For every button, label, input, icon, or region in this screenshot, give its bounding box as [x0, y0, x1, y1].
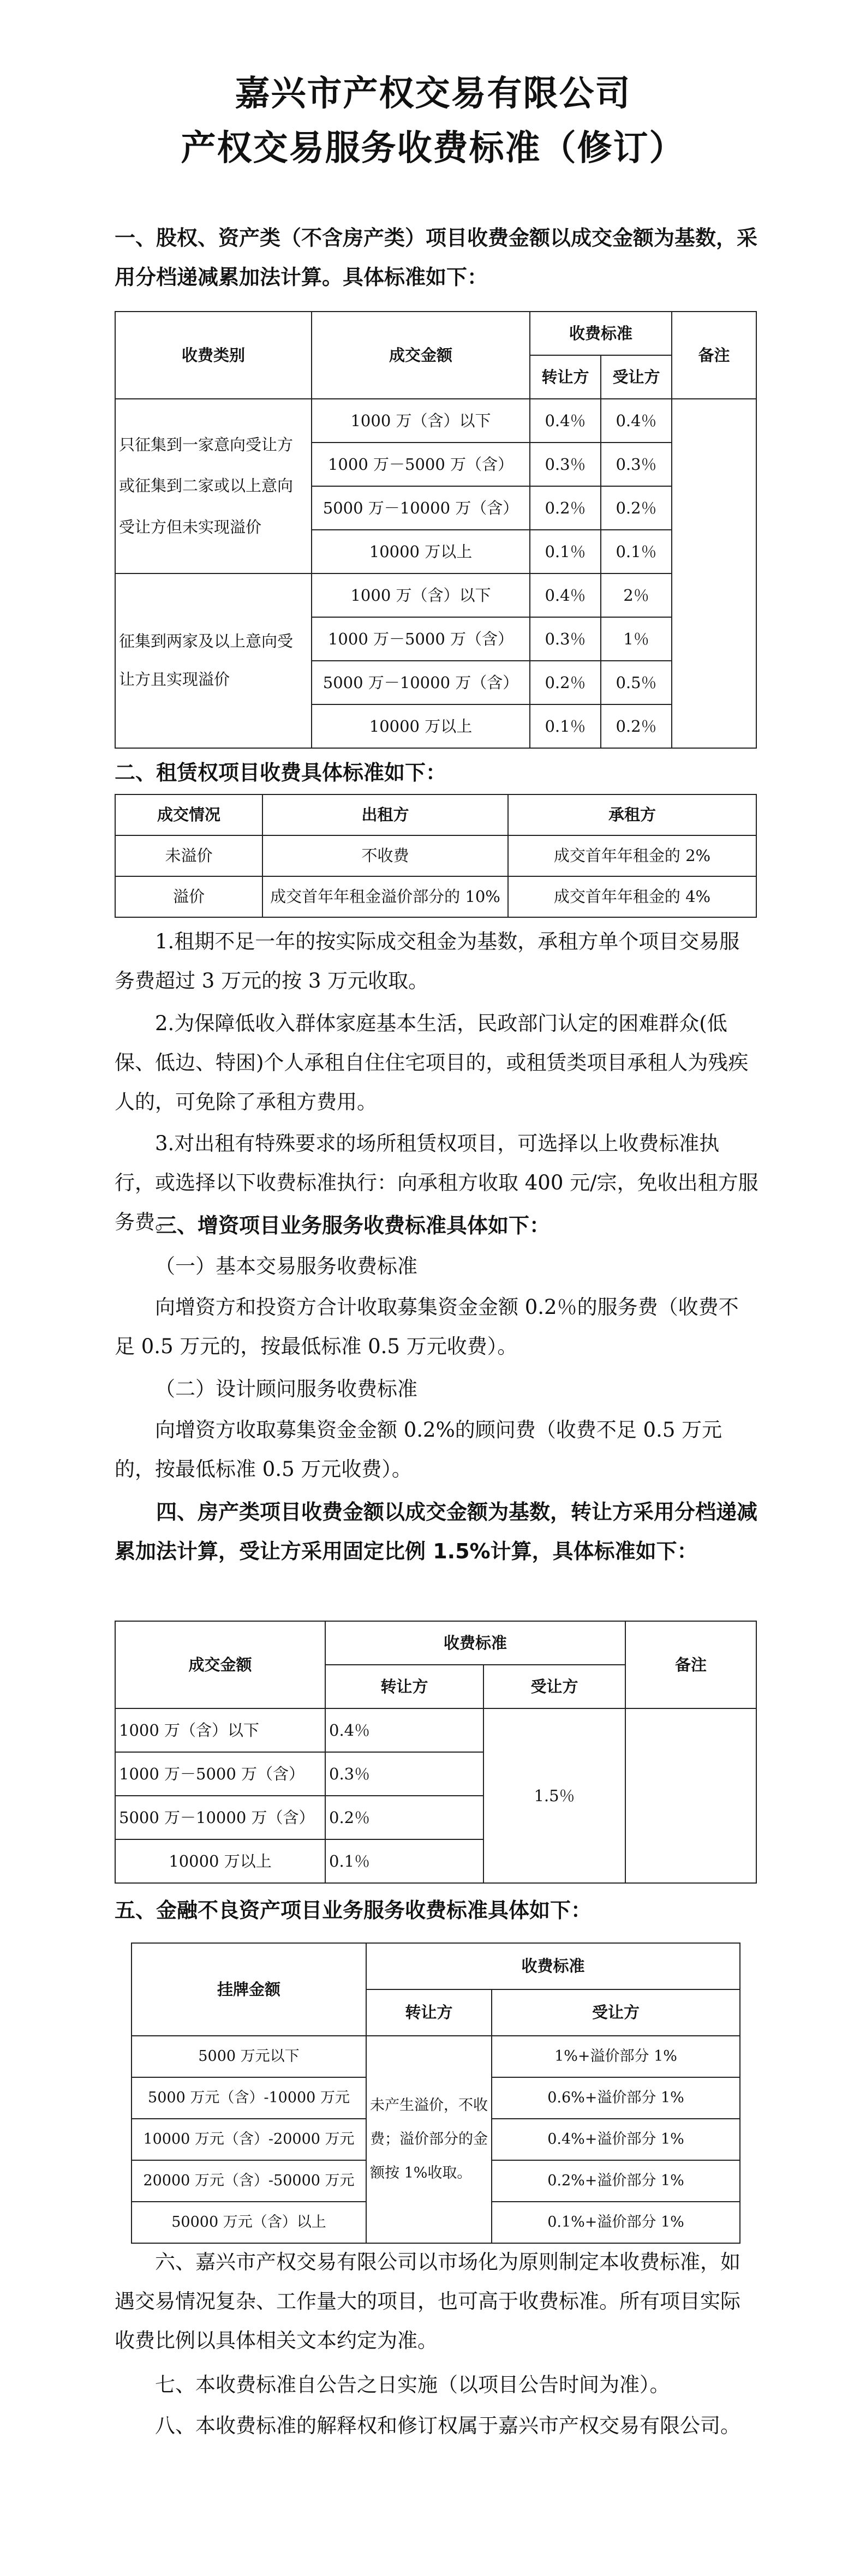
- header-category: 收费类别: [115, 312, 312, 399]
- equity-fee-table: [115, 311, 757, 749]
- transferor-rate: 0.4％: [530, 573, 601, 617]
- transferee-rate: 0.4％: [601, 399, 672, 443]
- transferor-rate: 0.2％: [530, 661, 601, 704]
- group-1-label: 只征集到一家意向受让方或征集到二家或以上意向受让方但未实现溢价: [115, 399, 312, 573]
- amount-cell: 1000 万（含）以下: [312, 399, 530, 443]
- header-listing: 挂牌金额: [132, 1943, 366, 2036]
- deal-cell: 未溢价: [115, 835, 262, 876]
- header-lessee: 承租方: [508, 794, 756, 835]
- transferee-rate: 0.1%+溢价部分 1%: [492, 2202, 740, 2243]
- amount-cell: 1000 万－5000 万（含）: [312, 617, 530, 661]
- amount-cell: 10000 万以上: [312, 530, 530, 573]
- section-4-heading: 四、房产类项目收费金额以成交金额为基数，转让方采用分档递减累加法计算，受让方采用固定比例 1.5%计算，具体标准如下：: [115, 1500, 758, 1563]
- npl-fee-table: [131, 1943, 740, 2244]
- header-deal: 成交情况: [115, 794, 262, 835]
- section-5-heading: 五、金融不良资产项目业务服务收费标准具体如下：: [115, 1898, 592, 1922]
- header-transferor: 转让方: [366, 1989, 492, 2036]
- header-standard: 收费标准: [530, 312, 672, 355]
- transferor-rate: 0.1％: [530, 530, 601, 573]
- lessor-cell: 不收费: [262, 835, 508, 876]
- amount-cell: 1000 万（含）以下: [312, 573, 530, 617]
- header-note: 备注: [672, 312, 756, 399]
- property-fee-table: [115, 1621, 757, 1884]
- transferor-text: 未产生溢价，不收费；溢价部分的金额按 1%收取。: [366, 2036, 492, 2243]
- transferor-rate: 0.3％: [325, 1752, 483, 1796]
- lessee-cell: 成交首年年租金的 4%: [508, 876, 756, 917]
- listing-amount: 5000 万元以下: [132, 2036, 366, 2077]
- listing-amount: 5000 万元（含）-10000 万元: [132, 2077, 366, 2119]
- header-note: 备注: [625, 1621, 756, 1708]
- title-line-1: 嘉兴市产权交易有限公司: [235, 74, 631, 114]
- section-1-heading: 一、股权、资产类（不含房产类）项目收费金额以成交金额为基数，采用分档递减累加法计算。具体标准如下：: [115, 226, 758, 289]
- transferee-rate: 0.2%+溢价部分 1%: [492, 2160, 740, 2202]
- transferee-rate: 0.2％: [601, 704, 672, 748]
- transferor-rate: 0.3％: [530, 443, 601, 486]
- note-cell: [625, 1708, 756, 1883]
- section-3-heading: 三、增资项目业务服务收费标准具体如下：: [156, 1214, 551, 1238]
- transferee-rate: 0.4%+溢价部分 1%: [492, 2119, 740, 2160]
- lessee-cell: 成交首年年租金的 2%: [508, 835, 756, 876]
- group-2-label: 征集到两家及以上意向受让方且实现溢价: [115, 573, 312, 748]
- amount-cell: 10000 万以上: [115, 1839, 325, 1883]
- section-3-sub-1: （一）基本交易服务收费标准: [155, 1254, 417, 1278]
- listing-amount: 20000 万元（含）-50000 万元: [132, 2160, 366, 2202]
- amount-cell: 1000 万（含）以下: [115, 1708, 325, 1752]
- header-amount: 成交金额: [115, 1621, 325, 1708]
- header-transferor: 转让方: [530, 355, 601, 399]
- amount-cell: 1000 万－5000 万（含）: [115, 1752, 325, 1796]
- transferor-rate: 0.2％: [325, 1796, 483, 1839]
- note-cell: [672, 399, 756, 748]
- header-transferee: 受让方: [483, 1665, 625, 1708]
- header-transferee: 受让方: [601, 355, 672, 399]
- transferee-rate: 0.2％: [601, 486, 672, 530]
- section-3-sub-1-text: 向增资方和投资方合计收取募集资金金额 0.2％的服务费（收费不足 0.5 万元的，按最低标准 0.5 万元收费）。: [115, 1295, 739, 1358]
- section-2-heading: 二、租赁权项目收费具体标准如下：: [115, 761, 447, 785]
- transferee-rate: 0.3％: [601, 443, 672, 486]
- transferor-rate: 0.4％: [325, 1708, 483, 1752]
- header-transferor: 转让方: [325, 1665, 483, 1708]
- transferor-rate: 0.1％: [530, 704, 601, 748]
- header-transferee: 受让方: [492, 1989, 740, 2036]
- transferee-rate: 2％: [601, 573, 672, 617]
- lease-note-1: 1.租期不足一年的按实际成交租金为基数，承租方单个项目交易服务费超过 3 万元的按 3 万元收取。: [115, 930, 740, 993]
- section-7-text: 七、本收费标准自公告之日实施（以项目公告时间为准）。: [155, 2373, 670, 2396]
- deal-cell: 溢价: [115, 876, 262, 917]
- listing-amount: 10000 万元（含）-20000 万元: [132, 2119, 366, 2160]
- lease-note-3: 3.对出租有特殊要求的场所租赁权项目，可选择以上收费标准执行，或选择以下收费标准执行：向承租方收取 400 元/宗，免收出租方服务费。: [115, 1132, 759, 1234]
- transferee-rate: 1％: [601, 617, 672, 661]
- amount-cell: 10000 万以上: [312, 704, 530, 748]
- amount-cell: 1000 万－5000 万（含）: [312, 443, 530, 486]
- section-3-sub-2-text: 向增资方收取募集资金金额 0.2%的顾问费（收费不足 0.5 万元的，按最低标准 0.5 万元收费）。: [115, 1418, 722, 1481]
- header-lessor: 出租方: [262, 794, 508, 835]
- section-3-sub-2: （二）设计顾问服务收费标准: [155, 1377, 417, 1401]
- header-standard: 收费标准: [325, 1621, 625, 1665]
- transferor-rate: 0.4％: [530, 399, 601, 443]
- listing-amount: 50000 万元（含）以上: [132, 2202, 366, 2243]
- transferor-rate: 0.3％: [530, 617, 601, 661]
- section-6-text: 六、嘉兴市产权交易有限公司以市场化为原则制定本收费标准，如遇交易情况复杂、工作量大的项目，也可高于收费标准。所有项目实际收费比例以具体相关文本约定为准。: [115, 2250, 740, 2352]
- transferee-rate: 0.1％: [601, 530, 672, 573]
- section-8-text: 八、本收费标准的解释权和修订权属于嘉兴市产权交易有限公司。: [155, 2414, 740, 2437]
- transferee-rate: 0.5％: [601, 661, 672, 704]
- title-line-2: 产权交易服务收费标准（修订）: [181, 128, 685, 169]
- lease-note-2: 2.为保障低收入群体家庭基本生活，民政部门认定的困难群众(低保、低边、特困)个人承租自住住宅项目的，或租赁类项目承租人为残疾人的，可免除了承租方费用。: [115, 1012, 749, 1114]
- transferee-rate: 0.6%+溢价部分 1%: [492, 2077, 740, 2119]
- amount-cell: 5000 万－10000 万（含）: [312, 486, 530, 530]
- header-amount: 成交金额: [312, 312, 530, 399]
- lease-fee-table: [115, 794, 757, 918]
- header-standard: 收费标准: [366, 1943, 740, 1989]
- transferee-rate: 1%+溢价部分 1%: [492, 2036, 740, 2077]
- amount-cell: 5000 万－10000 万（含）: [312, 661, 530, 704]
- lessor-cell: 成交首年年租金溢价部分的 10%: [262, 876, 508, 917]
- amount-cell: 5000 万－10000 万（含）: [115, 1796, 325, 1839]
- transferor-rate: 0.2％: [530, 486, 601, 530]
- transferor-rate: 0.1％: [325, 1839, 483, 1883]
- transferee-fixed-rate: 1.5％: [483, 1708, 625, 1883]
